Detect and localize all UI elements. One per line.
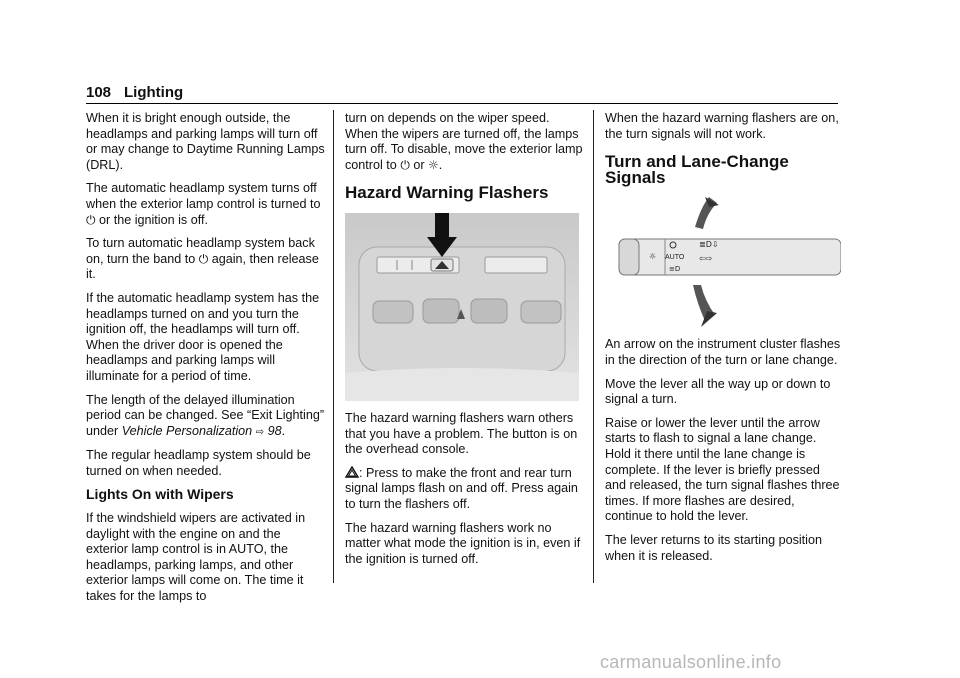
turn-arrows-icon: ⇦⇨ bbox=[699, 254, 713, 264]
paragraph-text: or bbox=[413, 157, 425, 172]
cross-reference-page[interactable]: 98 bbox=[267, 423, 282, 438]
page-number: 108 bbox=[86, 84, 112, 101]
paragraph: When it is bright enough outside, the headlamps and parking lamps will turn off or may change to Daytime Running Lamps (DRL). bbox=[86, 111, 325, 172]
paragraph: Raise or lower the lever until the arrow starts to flash to signal a lane change. Hold it there until the lane change is complete. If the lever is briefly pressed and released, the turn signal flashes three times. If more flashes are desired, continue to hold the lever. bbox=[605, 415, 840, 524]
page-header bbox=[86, 84, 838, 104]
paragraph: An arrow on the instrument cluster flashes in the direction of the turn or lane change. bbox=[605, 337, 841, 367]
lever-auto-label: AUTO bbox=[665, 254, 685, 262]
paragraph bbox=[86, 181, 326, 228]
column-2 bbox=[345, 111, 585, 575]
section-title: Lighting bbox=[124, 84, 184, 101]
high-beam-icon: ≣D⇩ bbox=[699, 240, 719, 250]
paragraph bbox=[345, 466, 585, 513]
column-divider bbox=[593, 110, 594, 583]
subsection-heading: Lights On with Wipers bbox=[86, 486, 234, 503]
cross-reference-link[interactable]: Vehicle Personalization bbox=[121, 423, 253, 438]
paragraph: The hazard warning flashers warn others that you have a problem. The button is on the overhead console. bbox=[345, 410, 578, 457]
paragraph bbox=[86, 236, 326, 283]
paragraph: When the hazard warning flashers are on, the turn signals will not work. bbox=[605, 111, 839, 141]
paragraph-text: turn on depends on the wiper speed. When the wipers are turned off, the lamps turn off. To disable, move the exterior lamp control to bbox=[345, 111, 583, 172]
paragraph bbox=[86, 393, 326, 441]
power-off-icon: ⏻ bbox=[198, 251, 209, 266]
section-heading: Turn and Lane-Change Signals bbox=[605, 152, 789, 187]
paragraph: The lever returns to its starting position when it is released. bbox=[605, 532, 822, 563]
paragraph-text: Press to make the front and rear turn signal lamps flash on and off. Press again to turn the flashers off. bbox=[345, 465, 578, 511]
paragraph-text: The automatic headlamp system turns off when the exterior lamp control is turned to bbox=[86, 181, 321, 211]
parking-lamp-icon: ☼ bbox=[428, 157, 439, 172]
paragraph-text: : bbox=[359, 465, 363, 480]
section-heading: Hazard Warning Flashers bbox=[345, 183, 549, 203]
paragraph: The regular headlamp system should be turned on when needed. bbox=[86, 448, 311, 478]
paragraph-text: . bbox=[438, 157, 443, 172]
column-3 bbox=[605, 111, 841, 572]
paragraph-text: or the ignition is off. bbox=[99, 212, 208, 227]
paragraph-text: The length of the delayed illumination period can be changed. See “Exit Lighting” under bbox=[86, 392, 325, 438]
watermark-text: carmanualsonline.info bbox=[600, 652, 782, 672]
turn-signal-lever-image bbox=[605, 197, 841, 327]
hazard-warning-icon bbox=[345, 466, 359, 478]
column-divider bbox=[333, 110, 334, 583]
paragraph: Move the lever all the way up or down to signal a turn. bbox=[605, 376, 831, 407]
overhead-console-image bbox=[345, 213, 579, 401]
paragraph-text: To turn automatic headlamp system back on, turn the band to bbox=[86, 236, 315, 266]
paragraph: If the automatic headlamp system has the headlamps turned on and you turn the ignition off, the headlamps will turn off. When the driver door is opened the headlamps and parking lamps will illuminate for a period of time. bbox=[86, 290, 320, 383]
column-1 bbox=[86, 111, 326, 613]
power-off-icon: ⏻ bbox=[400, 157, 410, 172]
paragraph bbox=[345, 111, 585, 173]
paragraph-text: . bbox=[281, 423, 286, 438]
header-rule bbox=[86, 103, 838, 104]
paragraph: The hazard warning flashers work no matter what mode the ignition is in, even if the ignition is turned off. bbox=[345, 520, 581, 566]
fog-lamp-icon: ≡D bbox=[669, 265, 681, 274]
power-off-icon: ⏻ bbox=[86, 212, 96, 227]
paragraph: If the windshield wipers are activated in daylight with the engine on and the exterior lamp control is in AUTO, the headlamps, parking lamps, and other exterior lamps will come on. The time it takes for the lamps to bbox=[86, 511, 306, 604]
paragraph-text: again, then release it. bbox=[86, 251, 319, 282]
page-reference-arrow-icon: ⇨ bbox=[255, 426, 265, 438]
parking-lamp-icon: ☼ bbox=[649, 252, 657, 262]
